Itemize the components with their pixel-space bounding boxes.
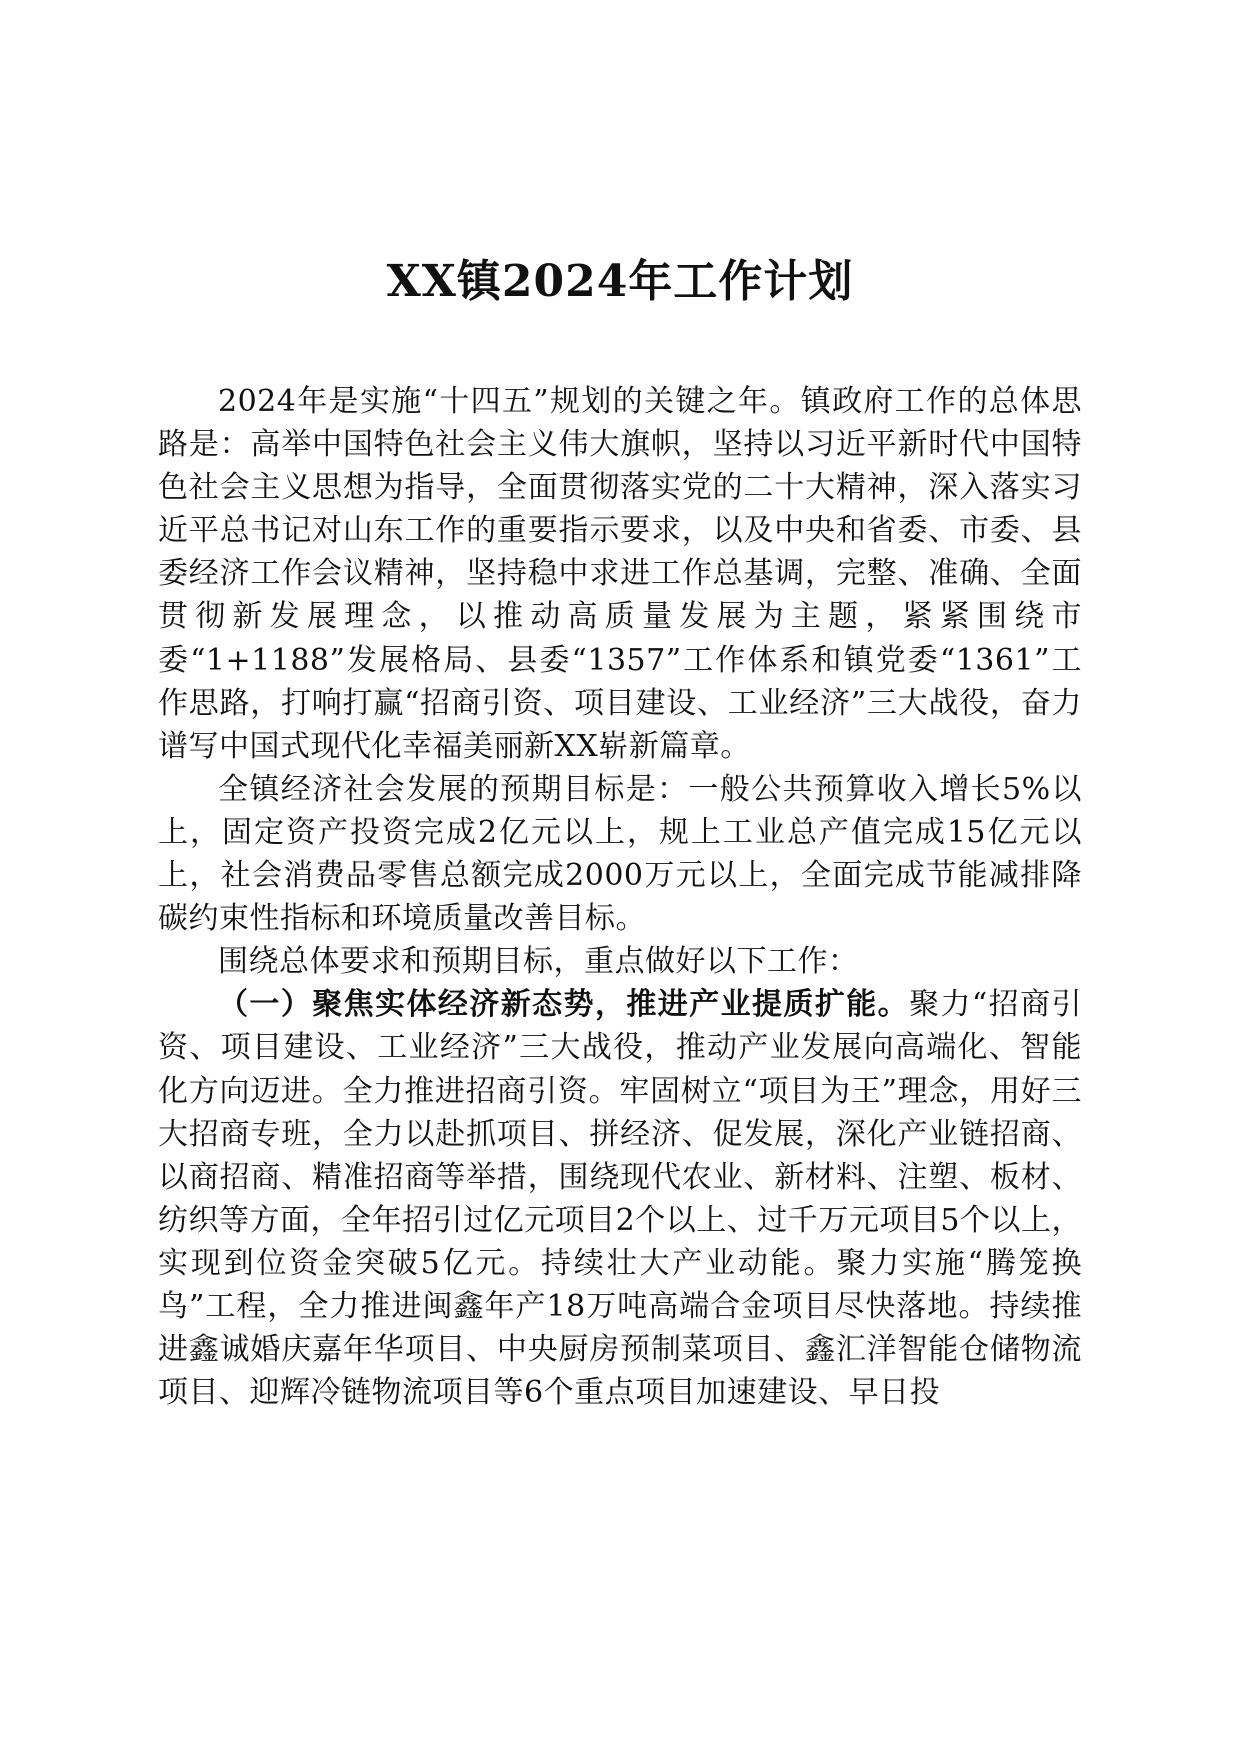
document-title: XX镇2024年工作计划	[386, 256, 854, 307]
section-1-heading: （一）聚焦实体经济新态势，推进产业提质扩能。	[218, 987, 910, 1023]
paragraph-section-1	[158, 983, 1082, 1414]
paragraph-overall-approach: 2024年是实施“十四五”规划的关键之年。镇政府工作的总体思路是：高举中国特色社会主义伟大旗帜，坚持以习近平新时代中国特色社会主义思想为指导，全面贯彻落实党的二十大精神，深入落实习近平总书记对山东工作的重要指示要求，以及中央和省委、市委、县委经济工作会议精神，坚持稳中求进工作总基调，完整、准确、全面贯彻新发展理念，以推动高质量发展为主题，紧紧围绕市委“1+1188”发展格局、县委“1357”工作体系和镇党委“1361”工作思路，打响打赢“招商引资、项目建设、工业经济”三大战役，奋力谱写中国式现代化幸福美丽新XX崭新篇章。	[158, 384, 1082, 764]
paragraph-key-work-intro: 围绕总体要求和预期目标，重点做好以下工作：	[218, 944, 859, 980]
document-body	[158, 380, 1082, 1414]
paragraph-expected-targets: 全镇经济社会发展的预期目标是：一般公共预算收入增长5%以上，固定资产投资完成2亿元以上，规上工业总产值完成15亿元以上，社会消费品零售总额完成2000万元以上，全面完成节能减排降碳约束性指标和环境质量改善目标。	[158, 771, 1082, 937]
section-1-text: 聚力“招商引资、项目建设、工业经济”三大战役，推动产业发展向高端化、智能化方向迈进。全力推进招商引资。牢固树立“项目为王”理念，用好三大招商专班，全力以赴抓项目、拼经济、促发展，深化产业链招商、以商招商、精准招商等举措，围绕现代农业、新材料、注塑、板材、纺织等方面，全年招引过亿元项目2个以上、过千万元项目5个以上，实现到位资金突破5亿元。持续壮大产业动能。聚力实施“腾笼换鸟”工程，全力推进闽鑫年产18万吨高端合金项目尽快落地。持续推进鑫诚婚庆嘉年华项目、中央厨房预制菜项目、鑫汇洋智能仓储物流项目、迎辉冷链物流项目等6个重点项目加速建设、早日投	[158, 987, 1082, 1411]
